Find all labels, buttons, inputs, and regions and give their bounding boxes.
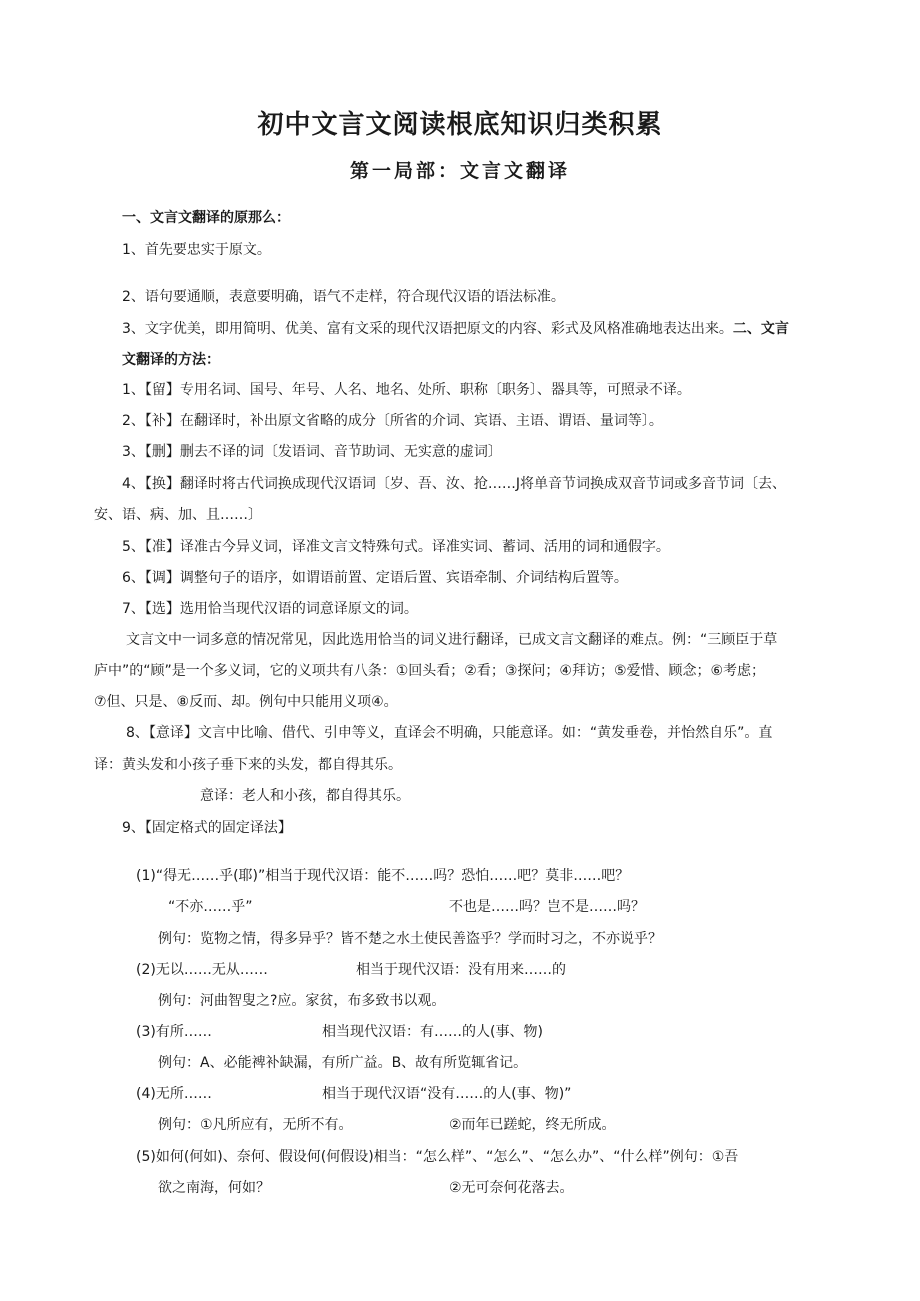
fixed-format-5-example-right: ②无可奈何花落去。 (449, 1180, 574, 1196)
method-7-paragraph-line-2: 庐中”的“顾”是一个多义词，它的义项共有八条：①回头看；②看；③探问；④拜访；⑤爱惜、顾念；⑥考虑； (94, 663, 766, 679)
section-2-heading-part1: 二、文言 (732, 321, 789, 337)
principle-3: 3、文字优美，即用简明、优美、富有文采的现代汉语把原文的内容、彩式及风格准确地表达出来。 (122, 321, 733, 337)
method-7-paragraph-line-3: ⑦但、只是、⑧反而、却。例句中只能用义项④。 (94, 694, 398, 710)
method-6: 6、【调】调整句子的语序，如谓语前置、定语后置、宾语牵制、介词结构后置等。 (122, 570, 628, 586)
fixed-format-5-example-left: 欲之南海，何如？ (158, 1180, 270, 1196)
principle-3-line (122, 319, 789, 339)
fixed-format-3-right: 相当现代汉语：有……的人(事、物) (322, 1024, 543, 1040)
fixed-format-4-example-right: ②而年已蹉蛇，终无所成。 (449, 1117, 616, 1133)
document-subtitle: 第一局部：文言文翻译 (349, 160, 570, 182)
method-8-line-1: 8、【意译】文言中比喻、借代、引申等义，直译会不明确，只能意译。如：“黄发垂卷，并怡然自乐”。直 (126, 725, 773, 741)
fixed-format-1b-right: 不也是……吗？岂不是……吗？ (449, 899, 645, 915)
method-7-paragraph-line-1: 文言文中一词多意的情况常见，因此选用恰当的词义进行翻译，已成文言文翻译的难点。例：“三顾臣于草 (126, 632, 778, 648)
fixed-format-2-example: 例句：河曲智叟之?应。家贫，布多致书以观。 (158, 993, 446, 1009)
method-4-line-2: 安、语、病、加、且……〕 (94, 507, 262, 523)
method-7: 7、【选】选用恰当现代汉语的词意译原文的词。 (122, 601, 418, 617)
method-1: 1、【留】专用名词、国号、年号、人名、地名、处所、职称〔职务〕、器具等，可照录不译。 (122, 382, 691, 398)
fixed-format-2-right: 相当于现代汉语：没有用来……的 (356, 962, 566, 978)
fixed-format-3-left: (3)有所…… (136, 1024, 212, 1040)
section-1-heading: 一、文言文翻译的原那么： (122, 210, 290, 226)
principle-1: 1、首先要忠实于原文。 (122, 242, 271, 258)
method-8-line-3: 意译：老人和小孩，都自得其乐。 (200, 788, 410, 804)
method-8-line-2: 译：黄头发和小孩子垂下来的头发，都自得其乐。 (94, 757, 402, 773)
fixed-format-4-right: 相当于现代汉语“没有……的人(事、物)” (322, 1086, 572, 1102)
fixed-format-1-example: 例句：览物之情，得多异乎？皆不楚之水土使民善盗乎？学而时习之，不亦说乎？ (158, 931, 662, 947)
fixed-format-1: (1)“得无……乎(耶)”相当于现代汉语：能不……吗？恐怕……吧？莫非……吧？ (136, 868, 630, 884)
fixed-format-3-example: 例句：A、必能裨补缺漏，有所广益。B、故有所览辄省记。 (158, 1055, 528, 1071)
method-2: 2、【补】在翻译时，补出原文省略的成分〔所省的介词、宾语、主语、谓语、量词等〕。 (122, 413, 663, 429)
fixed-format-4-example-left: 例句：①凡所应有，无所不有。 (158, 1117, 353, 1133)
principle-2: 2、语句要通顺，表意要明确，语气不走样，符合现代汉语的语法标准。 (122, 289, 565, 305)
method-5: 5、【准】译准古今异义词，译准文言文特殊句式。译准实词、蓄词、活用的词和通假字。 (122, 539, 670, 555)
method-4-line-1: 4、【换】翻译时将古代词换成现代汉语词〔岁、吾、汝、抢……J将单音节词换成双音节词或多音节词〔去、 (122, 476, 787, 492)
fixed-format-4-left: (4)无所…… (136, 1086, 212, 1102)
method-3: 3、【删】删去不译的词〔发语词、音节助词、无实意的虚词〕 (122, 444, 502, 460)
section-2-heading-part2: 文翻译的方法： (122, 352, 220, 368)
fixed-format-1b-left: “不亦……乎” (168, 899, 253, 915)
method-9: 9、【固定格式的固定译法】 (122, 820, 292, 836)
fixed-format-5: (5)如何(何如)、奈何、假设何(何假设)相当：“怎么样”、“怎么”、“怎么办”、“什么样”例句：①吾 (136, 1149, 739, 1165)
document-title: 初中文言文阅读根底知识归类积累 (257, 110, 663, 140)
fixed-format-2-left: (2)无以……无从…… (136, 962, 268, 978)
